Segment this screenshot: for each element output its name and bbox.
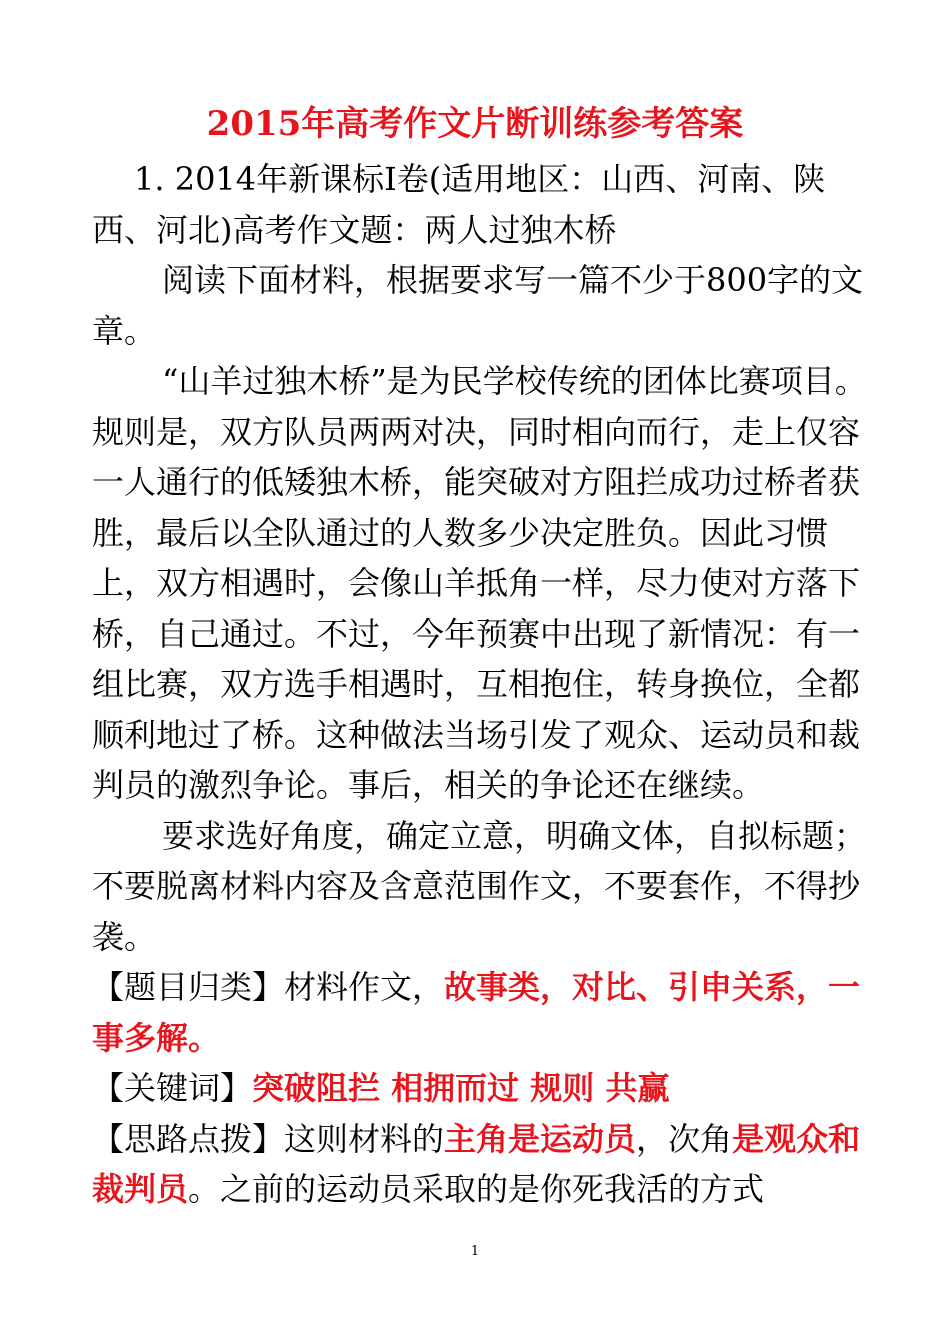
question-heading: 1. 2014年新课标Ⅰ卷(适用地区：山西、河南、陕西、河北)高考作文题：两人过独木桥 [92,160,826,249]
hint-label: 【思路点拨】 [92,1119,285,1158]
requirement-paragraph: 要求选好角度，确定立意，明确文体，自拟标题；不要脱离材料内容及含意范围作文，不要套作，不得抄袭。 [92,816,867,956]
instruction-paragraph: 阅读下面材料，根据要求写一篇不少于800字的文章。 [92,261,864,350]
hint-text-1: 这则材料的 [284,1119,445,1158]
category-label: 【题目归类】 [92,968,285,1006]
hint-highlight-1: 主角是运动员 [444,1119,637,1158]
material-paragraph: “山羊过独木桥”是为民学校传统的团体比赛项目。规则是，双方队员两两对决，同时相向而行，走上仅容一人通行的低矮独木桥，能突破对方阻拦成功过桥者获胜，最后以全队通过的人数多少决定胜负。因此习惯上，双方相遇时，会像山羊抵角一样，尽力使对方落下桥，自己通过。不过，今年预赛中出现了新情况：有一组比赛，双方选手相遇时，互相抱住，转身换位，全都顺利地过了桥。这种做法当场引发了观众、运动员和裁判员的激烈争论。事后，相关的争论还在继续。 [92,362,867,804]
hint-paragraph [92,1114,872,1215]
page-title: 2015年高考作文片断训练参考答案 [206,104,744,144]
document-body [92,154,872,1215]
page-number: 1 [470,1244,480,1259]
category-text: 材料作文， [284,968,445,1006]
category-highlight: 故事类，对比、引申关系，一事多解。 [92,968,861,1057]
hint-highlight-2: 是观众和裁判员 [92,1119,861,1208]
hint-text-2: ，次角 [636,1119,733,1158]
category-paragraph [92,962,872,1063]
keywords-label: 【关键词】 [92,1069,253,1107]
keywords-highlight: 突破阻拦 相拥而过 规则 共赢 [252,1069,670,1107]
hint-text-3: 。之前的运动员采取的是你死我活的方式 [188,1170,765,1208]
keywords-paragraph [92,1063,872,1114]
